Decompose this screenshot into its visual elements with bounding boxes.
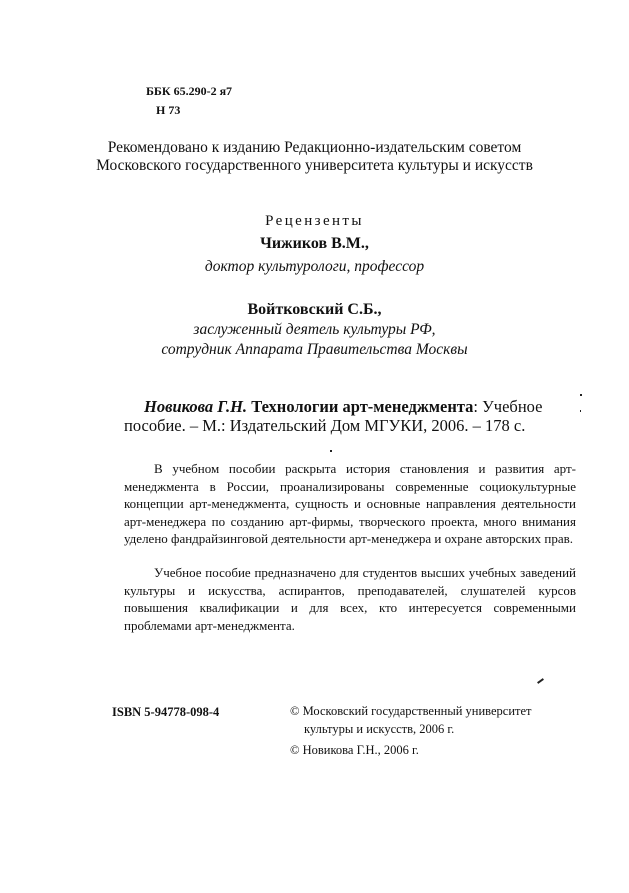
reviewer-1-name: Чижиков В.М., xyxy=(260,235,369,252)
abstract-paragraph-2: Учебное пособие предназначено для студентов высших учебных заведений культуры и искусства, аспирантов, преподавателей, слушателей курсов повышения квалификации и для всех, кто интересуется современными проблемами арт-менеджмента. xyxy=(124,565,576,633)
reviewer-2-name: Войтковский С.Б., xyxy=(247,301,382,318)
scan-speck xyxy=(330,450,332,452)
author-mark: Н 73 xyxy=(156,103,181,117)
bbk-classification: ББК 65.290-2 я7 xyxy=(146,84,233,98)
scan-speck xyxy=(580,394,582,396)
citation-title: Технологии арт-менеджмента xyxy=(251,397,474,416)
reviewer-2-title-2: сотрудник Аппарата Правительства Москвы xyxy=(161,341,468,358)
citation-rest-line-1: : Учебное xyxy=(473,397,543,416)
citation-line-2: пособие. – М.: Издательский Дом МГУКИ, 2006. – 178 с. xyxy=(124,416,526,435)
reviewer-2-title-1: заслуженный деятель культуры РФ, xyxy=(193,321,436,338)
abstract-paragraph-1: В учебном пособии раскрыта история становления и развития арт-менеджмента в России, проанализированы современные социокультурные концепции арт-менеджмента, сущность и основные направления деятельности арт-менеджера по созданию арт-фирмы, творческого проекта, много внимания уделено фандрайзинговой деятельности арт-менеджера и охране авторских прав. xyxy=(124,461,576,546)
recommendation-line-2: Московского государственного университета культуры и искусств xyxy=(96,157,533,174)
reviewer-1-title: доктор культурологи, профессор xyxy=(204,258,425,275)
scan-speck xyxy=(580,410,581,412)
reviewers-heading: Рецензенты xyxy=(265,213,364,229)
citation-author: Новикова Г.Н. xyxy=(144,397,248,416)
copyright-author: © Новикова Г.Н., 2006 г. xyxy=(290,743,419,757)
recommendation-line-1: Рекомендовано к изданию Редакционно-издательским советом xyxy=(107,139,522,156)
bibliographic-citation xyxy=(124,397,576,435)
isbn: ISBN 5-94778-098-4 xyxy=(112,705,220,719)
scan-speck xyxy=(537,678,544,684)
copyright-university-line-2: культуры и искусств, 2006 г. xyxy=(304,722,455,736)
copyright-university-line-1: © Московский государственный университет xyxy=(290,704,532,718)
